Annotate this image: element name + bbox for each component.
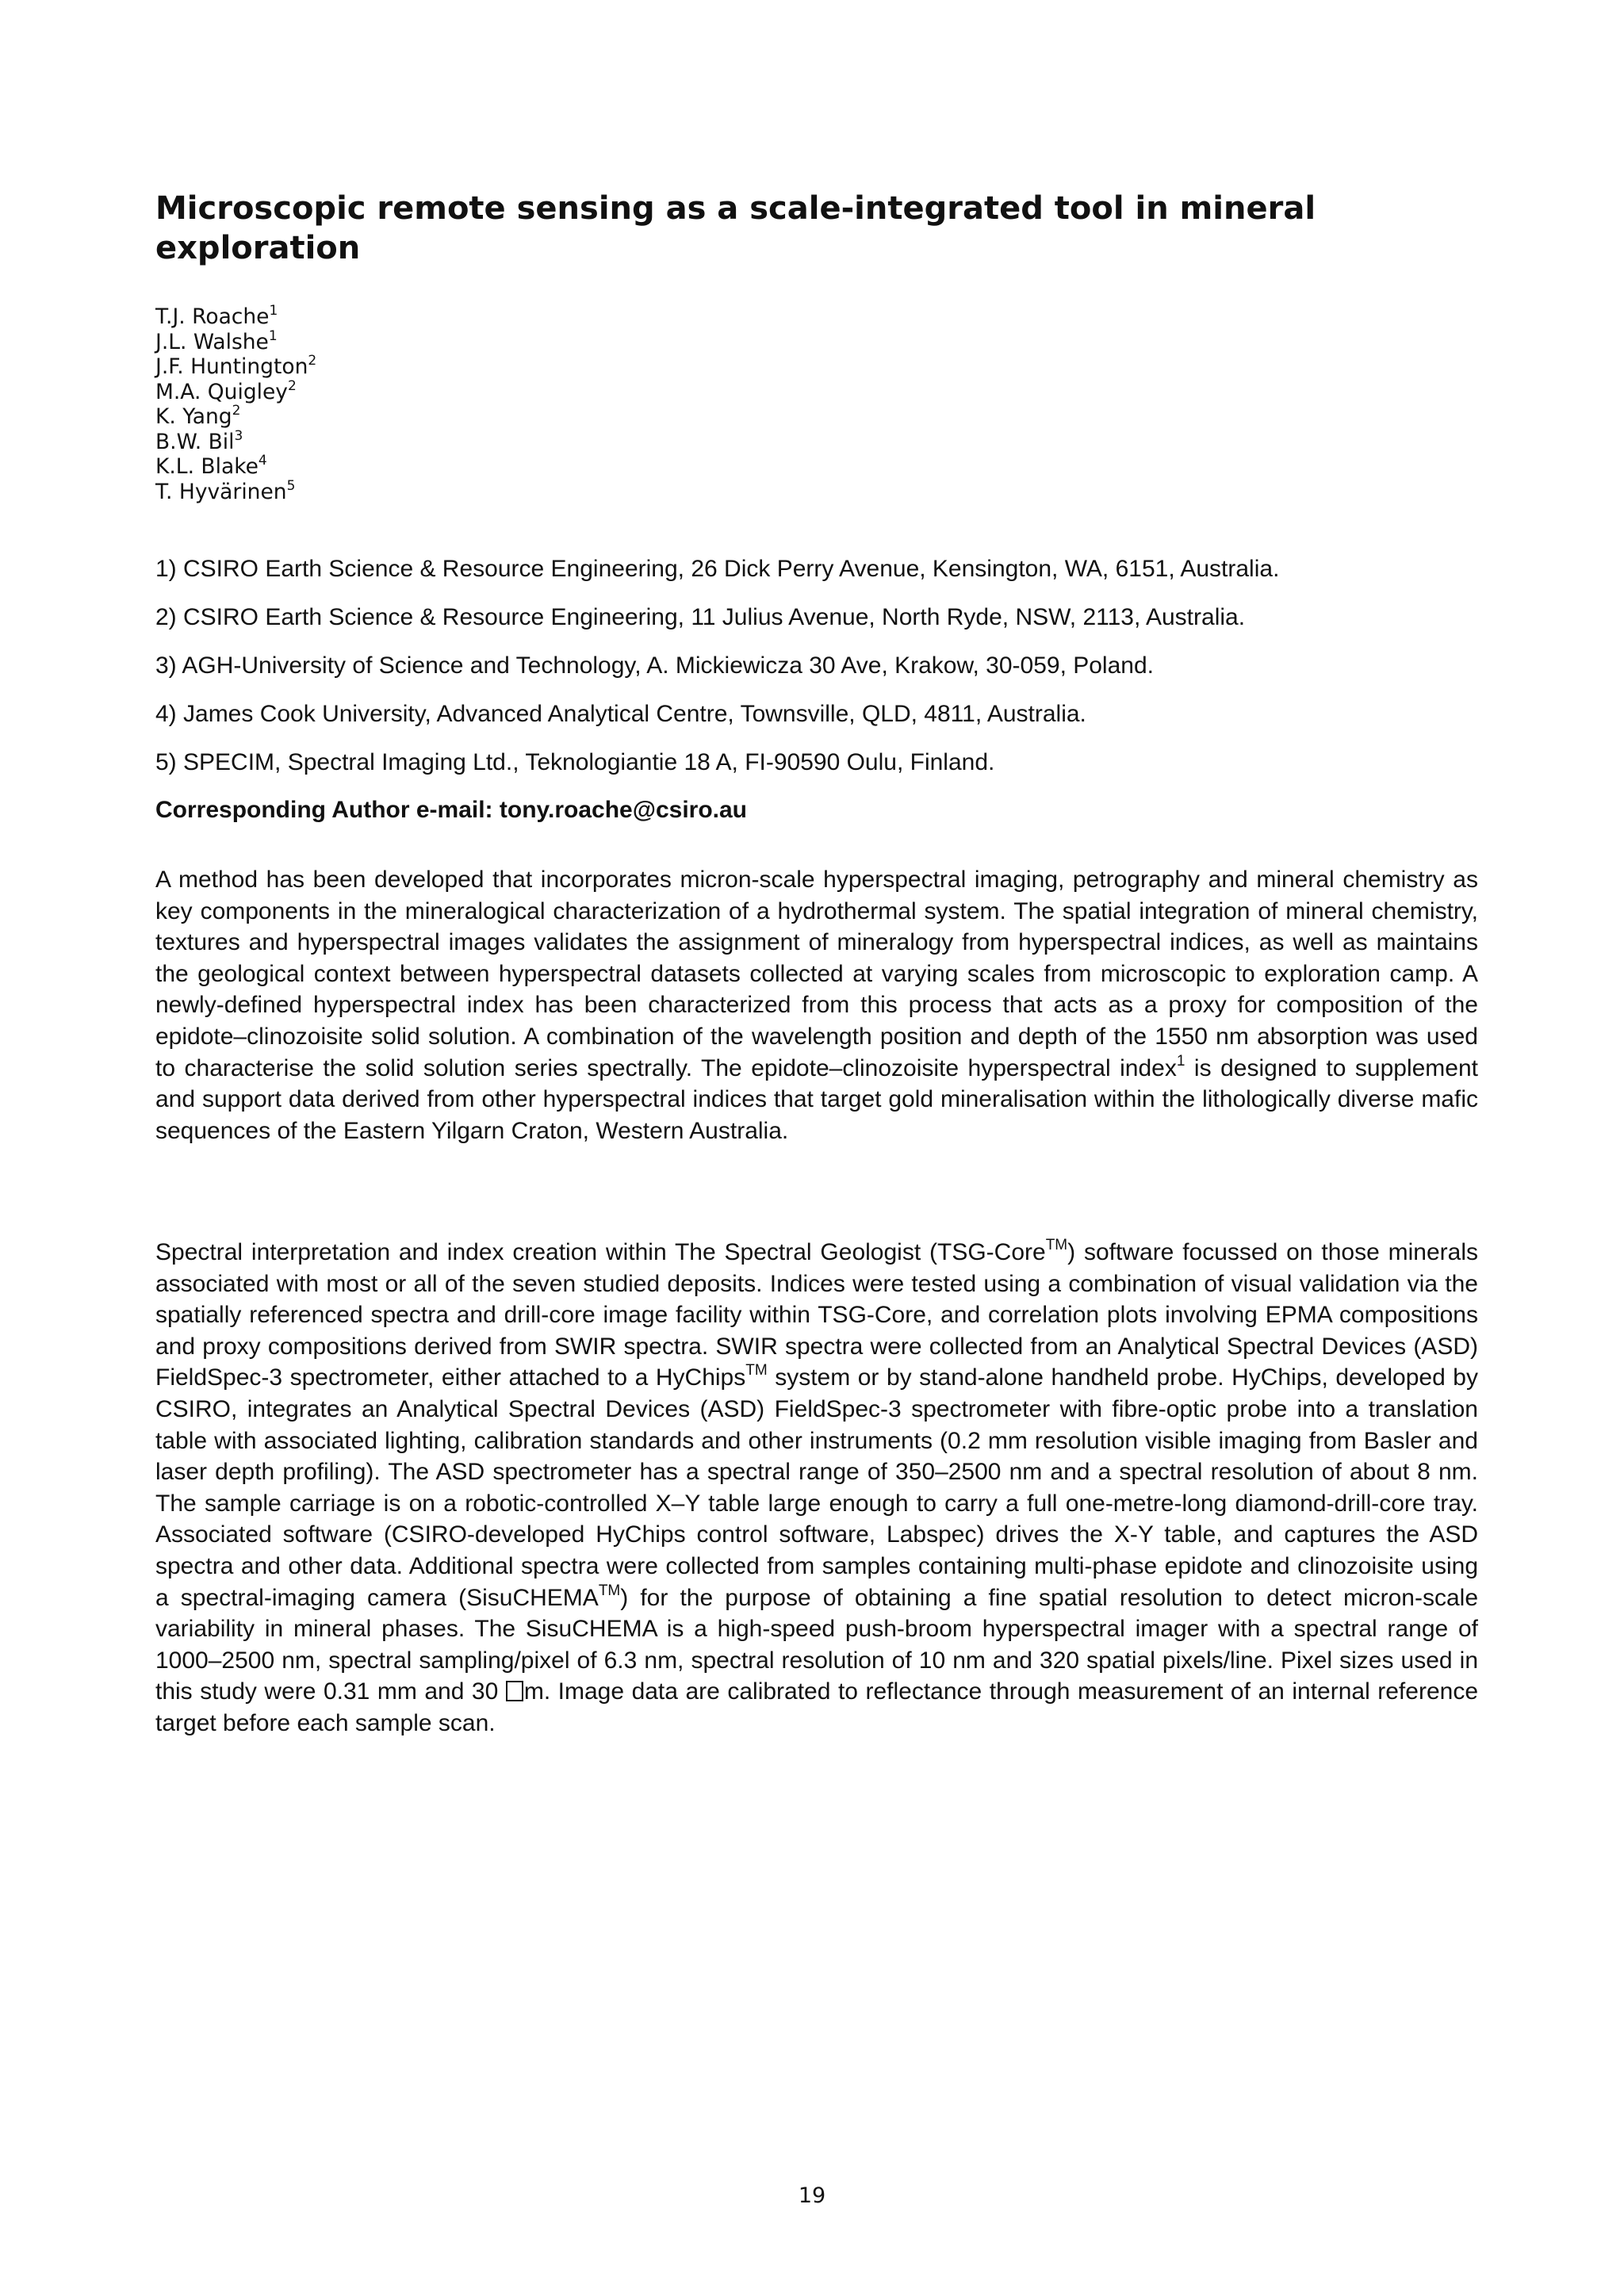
author: M.A. Quigley$^2$ [155,377,297,404]
author: B.W. Bil$^3$ [155,427,243,454]
affiliation: 2) CSIRO Earth Science & Resource Engineering, 11 Julius Avenue, North Ryde, NSW, 2113, Australia. [155,604,1246,630]
author-list [155,304,316,504]
affiliation-list [155,555,1503,797]
affiliation: 5) SPECIM, Spectral Imaging Ltd., Teknologiantie 18 A, FI-90590 Oulu, Finland. [155,749,995,775]
page-number: 19 [798,2183,826,2208]
author: T.J. Roache$^1$ [155,303,278,329]
trademark-mark: TM [745,1362,768,1380]
author: J.L. Walshe$^1$ [155,327,278,354]
abstract-paragraph-2: Spectral interpretation and index creation within The Spectral Geologist (TSG-Core™) software focussed on those minerals associated with most or all of the seven studied deposits. Indices were tested using a combination of visual validation via the spatially referenced spectra and drill-core image facility within TSG-Core, and correlation plots involving EPMA compositions and proxy compositions derived from SWIR spectra. SWIR spectra were collected from an Analytical Spectral Devices (ASD) FieldSpec-3 spectrometer, either attached to a HyChips™ system or by stand-alone handheld probe. HyChips, developed by CSIRO, integrates an Analytical Spectral Devices (ASD) FieldSpec-3 spectrometer with fibre-optic probe into a translation table with associated lighting, calibration standards and other instruments (0.2 mm resolution visible imaging from Basler and laser depth profiling). The ASD spectrometer has a spectral range of 350–2500 nm and a spectral resolution of about 8 nm. The sample carriage is on a robotic-controlled X–Y table large enough to carry a full one-metre-long diamond-drill-core tray. Associated software (CSIRO-developed HyChips control software, Labspec) drives the X-Y table, and captures the ASD spectra and other data. Additional spectra were collected from samples containing multi-phase epidote and clinozoisite using a spectral-imaging camera (SisuCHEMA™) for the purpose of obtaining a fine spatial resolution to detect micron-scale variability in mineral phases. The SisuCHEMA is a high-speed push-broom hyperspectral imager with a spectral range of 1000–2500 nm, spectral sampling/pixel of 6.3 nm, spectral resolution of 10 nm and 320 spatial pixels/line. Pixel sizes used in this study were 0.31 mm and 30 m. Image data are calibrated to reflectance through measurement of an internal reference target before each sample scan. [155,1237,1478,1736]
author: J.F. Huntington$^2$ [155,353,317,379]
affiliation: 4) James Cook University, Advanced Analytical Centre, Townsville, QLD, 4811, Australia. [155,701,1086,727]
author: K.L. Blake$^4$ [155,453,267,479]
author: T. Hyvärinen$^5$ [155,477,296,504]
abstract-paragraph-1: A method has been developed that incorporates micron-scale hyperspectral imaging, petrography and mineral chemistry as key components in the mineralogical characterization of a hydrothermal system. The spatial integration of mineral chemistry, textures and hyperspectral images validates the assignment of mineralogy from hyperspectral indices, as well as maintains the geological context between hyperspectral datasets collected at varying scales from microscopic to exploration camp. A newly-defined hyperspectral index has been characterized from this process that acts as a proxy for composition of the epidote–clinozoisite solid solution. A combination of the wavelength position and depth of the 1550 nm absorption was used to characterise the solid solution series spectrally. The epidote–clinozoisite hyperspectral index$^1$ is designed to supplement and support data derived from other hyperspectral indices that target gold mineralisation within the lithologically diverse mafic sequences of the Eastern Yilgarn Craton, Western Australia. [155,867,1478,1144]
affiliation: 3) AGH-University of Science and Technology, A. Mickiewicza 30 Ave, Krakow, 30-059, Poland. [155,652,1154,679]
corresponding-author: Corresponding Author e-mail: tony.roache@csiro.au [155,797,748,823]
trademark-mark: TM [598,1582,621,1599]
missing-glyph-icon [506,1681,523,1701]
footnote-marker: 1 [1176,1052,1185,1070]
author: K. Yang$^2$ [155,403,241,429]
affiliation: 1) CSIRO Earth Science & Resource Engineering, 26 Dick Perry Avenue, Kensington, WA, 6151, Australia. [155,556,1280,582]
trademark-mark: TM [1045,1237,1068,1253]
paper-title: Microscopic remote sensing as a scale-integrated tool in mineral exploration [155,190,1316,266]
